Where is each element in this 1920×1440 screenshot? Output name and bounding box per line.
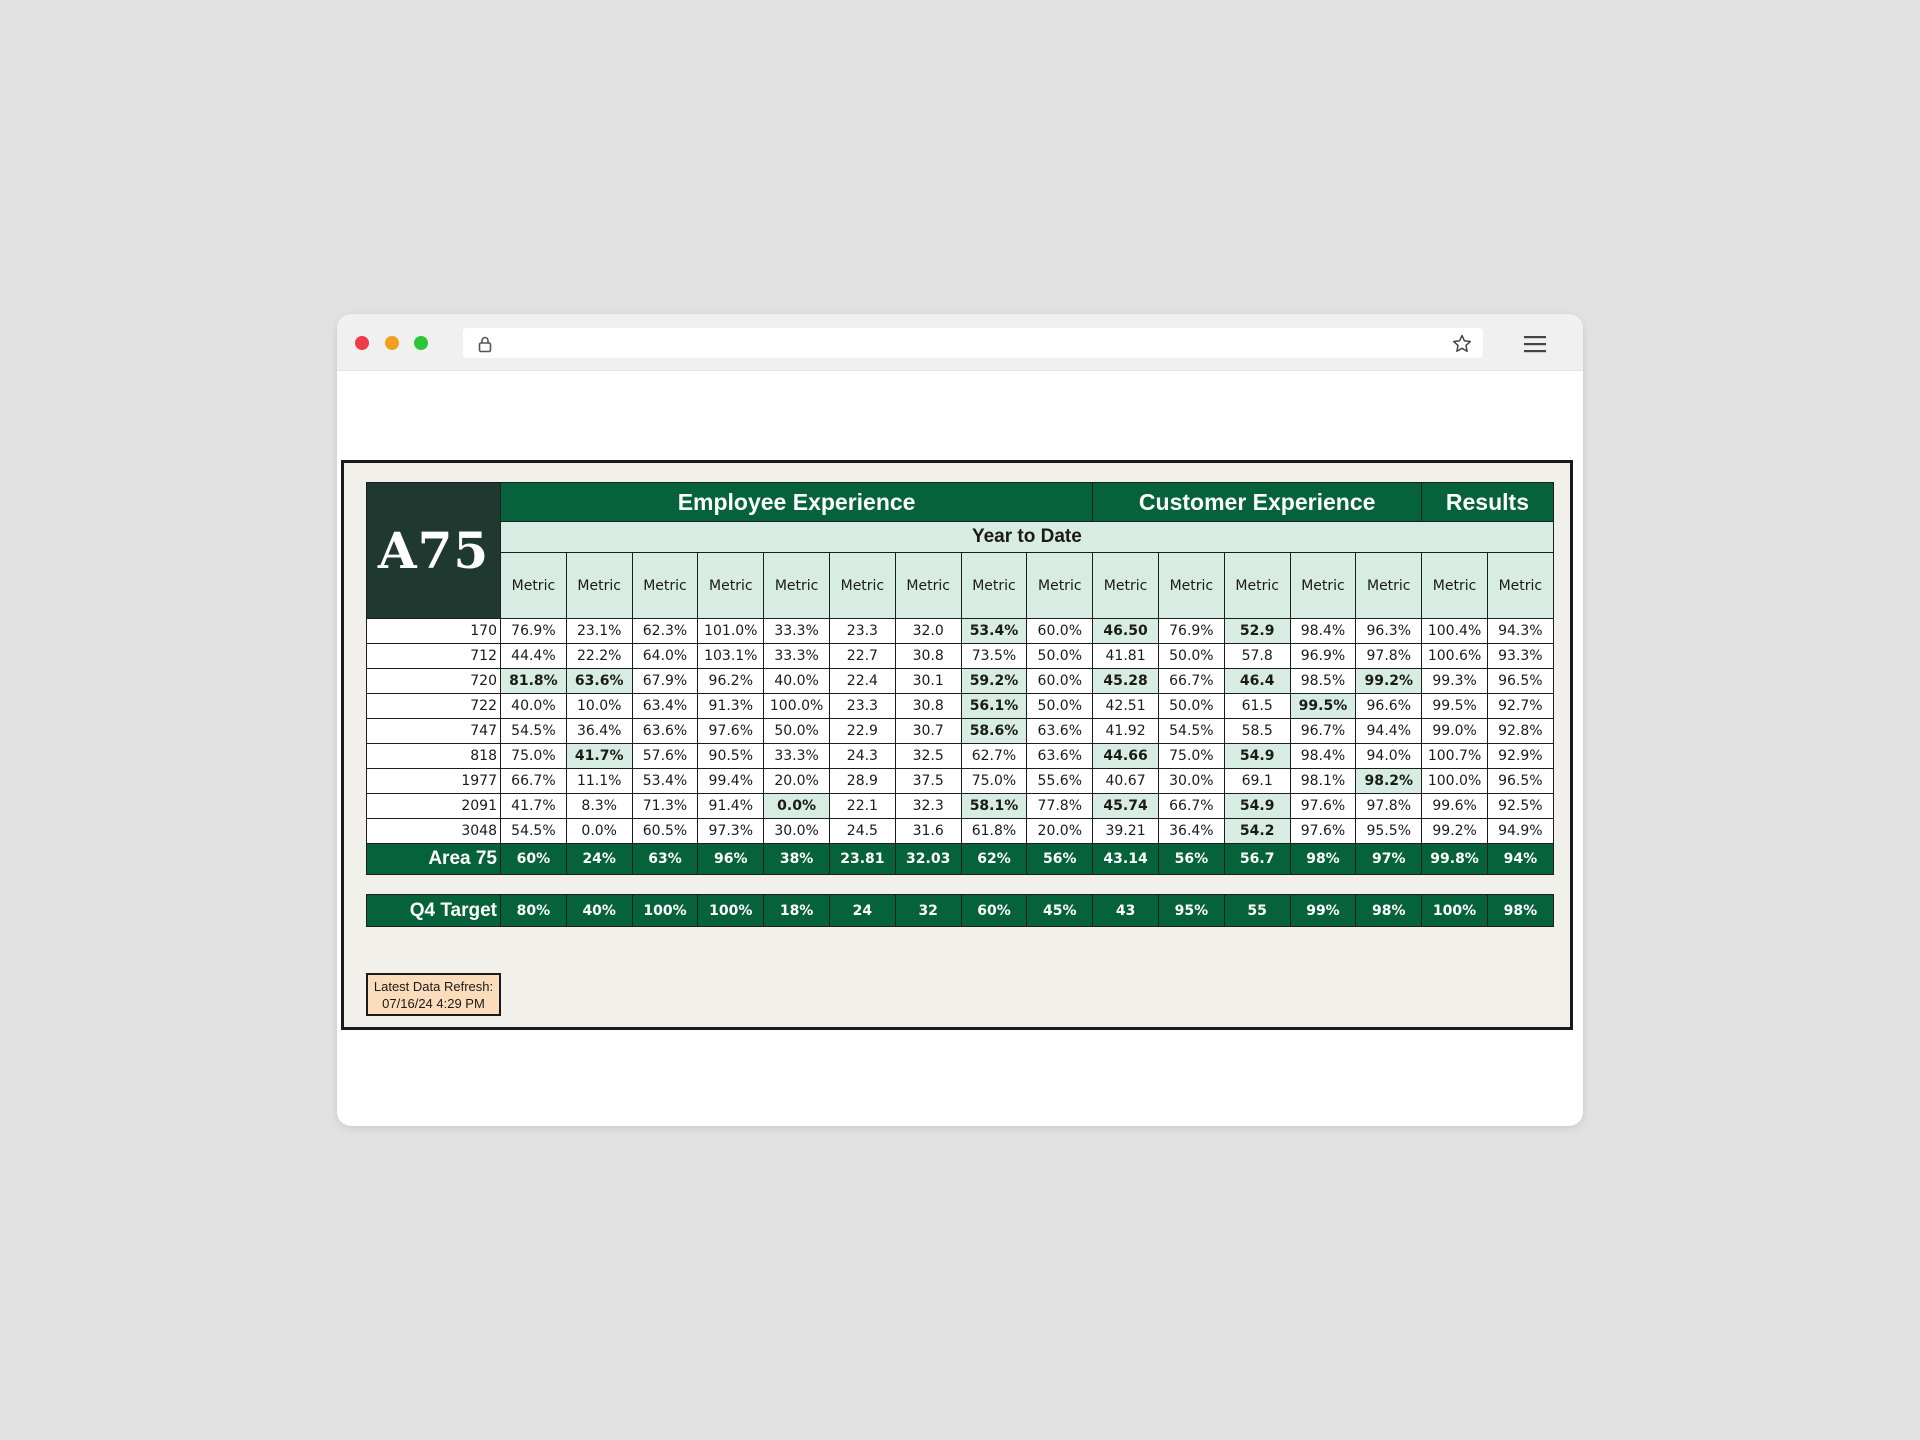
metric-value: 20.0% bbox=[1027, 819, 1093, 844]
metric-header: Metric bbox=[1093, 553, 1159, 619]
metric-value: 53.4% bbox=[961, 619, 1027, 644]
metric-value: 98.4% bbox=[1290, 744, 1356, 769]
area-value: 56% bbox=[1027, 844, 1093, 875]
target-value: 95% bbox=[1158, 895, 1224, 927]
target-label: Q4 Target bbox=[367, 895, 501, 927]
target-value: 18% bbox=[764, 895, 830, 927]
metric-value: 11.1% bbox=[566, 769, 632, 794]
group-results: Results bbox=[1422, 483, 1554, 522]
metric-value: 60.0% bbox=[1027, 669, 1093, 694]
metric-value: 96.7% bbox=[1290, 719, 1356, 744]
metric-value: 94.9% bbox=[1487, 819, 1553, 844]
metric-value: 99.2% bbox=[1422, 819, 1488, 844]
metric-value: 97.8% bbox=[1356, 794, 1422, 819]
table-row bbox=[367, 819, 1554, 844]
metric-value: 98.4% bbox=[1290, 619, 1356, 644]
metric-value: 22.1 bbox=[829, 794, 895, 819]
metric-value: 95.5% bbox=[1356, 819, 1422, 844]
metric-value: 41.7% bbox=[566, 744, 632, 769]
metric-value: 44.4% bbox=[501, 644, 567, 669]
metric-value: 46.4 bbox=[1224, 669, 1290, 694]
metric-value: 60.5% bbox=[632, 819, 698, 844]
metric-value: 36.4% bbox=[1158, 819, 1224, 844]
table-row bbox=[367, 794, 1554, 819]
area-value: 98% bbox=[1290, 844, 1356, 875]
group-header-row bbox=[367, 483, 1554, 522]
metric-value: 50.0% bbox=[1158, 644, 1224, 669]
menu-icon[interactable] bbox=[1523, 334, 1547, 354]
metric-value: 50.0% bbox=[1158, 694, 1224, 719]
target-value: 100% bbox=[1422, 895, 1488, 927]
area-value: 62% bbox=[961, 844, 1027, 875]
metric-value: 92.9% bbox=[1487, 744, 1553, 769]
metric-value: 57.8 bbox=[1224, 644, 1290, 669]
target-value: 40% bbox=[566, 895, 632, 927]
metric-value: 33.3% bbox=[764, 744, 830, 769]
store-number: 747 bbox=[367, 719, 501, 744]
target-value: 99% bbox=[1290, 895, 1356, 927]
target-value: 45% bbox=[1027, 895, 1093, 927]
metric-value: 97.6% bbox=[698, 719, 764, 744]
store-number: 1977 bbox=[367, 769, 501, 794]
metric-value: 98.5% bbox=[1290, 669, 1356, 694]
metric-value: 60.0% bbox=[1027, 619, 1093, 644]
metric-value: 54.5% bbox=[501, 819, 567, 844]
area-value: 99.8% bbox=[1422, 844, 1488, 875]
metric-value: 99.0% bbox=[1422, 719, 1488, 744]
minimize-window-button[interactable] bbox=[385, 336, 399, 350]
metric-value: 30.8 bbox=[895, 694, 961, 719]
metric-value: 99.5% bbox=[1290, 694, 1356, 719]
area-value: 43.14 bbox=[1093, 844, 1159, 875]
metric-value: 92.8% bbox=[1487, 719, 1553, 744]
metric-value: 54.5% bbox=[501, 719, 567, 744]
table-row bbox=[367, 719, 1554, 744]
metric-value: 30.1 bbox=[895, 669, 961, 694]
area-total-row bbox=[367, 844, 1554, 875]
metric-value: 63.6% bbox=[632, 719, 698, 744]
metric-value: 73.5% bbox=[961, 644, 1027, 669]
metric-value: 61.5 bbox=[1224, 694, 1290, 719]
group-employee-experience: Employee Experience bbox=[501, 483, 1093, 522]
metric-value: 99.2% bbox=[1356, 669, 1422, 694]
metric-value: 63.6% bbox=[566, 669, 632, 694]
metric-value: 30.7 bbox=[895, 719, 961, 744]
metric-value: 96.3% bbox=[1356, 619, 1422, 644]
metric-value: 30.0% bbox=[1158, 769, 1224, 794]
metric-value: 66.7% bbox=[501, 769, 567, 794]
metric-value: 52.9 bbox=[1224, 619, 1290, 644]
target-value: 24 bbox=[829, 895, 895, 927]
metric-value: 92.5% bbox=[1487, 794, 1553, 819]
metric-value: 99.4% bbox=[698, 769, 764, 794]
logo-text: A75 bbox=[377, 521, 490, 580]
metric-value: 58.1% bbox=[961, 794, 1027, 819]
metric-value: 22.2% bbox=[566, 644, 632, 669]
metric-value: 62.7% bbox=[961, 744, 1027, 769]
metric-value: 54.9 bbox=[1224, 794, 1290, 819]
logo bbox=[367, 483, 501, 619]
metric-value: 23.3 bbox=[829, 694, 895, 719]
metric-value: 50.0% bbox=[1027, 694, 1093, 719]
metric-value: 63.6% bbox=[1027, 719, 1093, 744]
metric-value: 53.4% bbox=[632, 769, 698, 794]
metric-value: 58.5 bbox=[1224, 719, 1290, 744]
metric-header: Metric bbox=[829, 553, 895, 619]
metric-value: 97.3% bbox=[698, 819, 764, 844]
metric-value: 63.6% bbox=[1027, 744, 1093, 769]
area-value: 24% bbox=[566, 844, 632, 875]
metric-value: 94.3% bbox=[1487, 619, 1553, 644]
metric-value: 66.7% bbox=[1158, 669, 1224, 694]
metric-value: 42.51 bbox=[1093, 694, 1159, 719]
area-value: 38% bbox=[764, 844, 830, 875]
metric-value: 75.0% bbox=[501, 744, 567, 769]
period-label: Year to Date bbox=[501, 522, 1554, 553]
metric-value: 23.1% bbox=[566, 619, 632, 644]
metric-header: Metric bbox=[501, 553, 567, 619]
metric-value: 94.0% bbox=[1356, 744, 1422, 769]
metric-value: 57.6% bbox=[632, 744, 698, 769]
area-label: Area 75 bbox=[367, 844, 501, 875]
refresh-timestamp: 07/16/24 4:29 PM bbox=[382, 996, 485, 1011]
metric-value: 33.3% bbox=[764, 644, 830, 669]
table-row bbox=[367, 644, 1554, 669]
metric-value: 103.1% bbox=[698, 644, 764, 669]
scorecard-panel bbox=[341, 460, 1573, 1030]
metric-value: 94.4% bbox=[1356, 719, 1422, 744]
metric-value: 32.3 bbox=[895, 794, 961, 819]
metric-value: 10.0% bbox=[566, 694, 632, 719]
metric-value: 92.7% bbox=[1487, 694, 1553, 719]
metric-value: 61.8% bbox=[961, 819, 1027, 844]
maximize-window-button[interactable] bbox=[414, 336, 428, 350]
lock-icon bbox=[476, 335, 494, 353]
metric-value: 54.2 bbox=[1224, 819, 1290, 844]
metric-header: Metric bbox=[1487, 553, 1553, 619]
metric-value: 71.3% bbox=[632, 794, 698, 819]
metric-value: 81.8% bbox=[501, 669, 567, 694]
metric-header-row bbox=[367, 553, 1554, 619]
store-number: 722 bbox=[367, 694, 501, 719]
store-number: 2091 bbox=[367, 794, 501, 819]
metric-value: 96.9% bbox=[1290, 644, 1356, 669]
metric-value: 96.2% bbox=[698, 669, 764, 694]
target-value: 55 bbox=[1224, 895, 1290, 927]
metric-value: 99.6% bbox=[1422, 794, 1488, 819]
metric-value: 32.0 bbox=[895, 619, 961, 644]
metric-value: 98.1% bbox=[1290, 769, 1356, 794]
metric-value: 20.0% bbox=[764, 769, 830, 794]
target-row bbox=[367, 895, 1554, 927]
metric-value: 100.0% bbox=[1422, 769, 1488, 794]
metric-value: 0.0% bbox=[566, 819, 632, 844]
target-value: 60% bbox=[961, 895, 1027, 927]
target-value: 43 bbox=[1093, 895, 1159, 927]
metric-header: Metric bbox=[1356, 553, 1422, 619]
metric-value: 37.5 bbox=[895, 769, 961, 794]
metric-value: 28.9 bbox=[829, 769, 895, 794]
metric-value: 41.92 bbox=[1093, 719, 1159, 744]
metric-value: 99.5% bbox=[1422, 694, 1488, 719]
metric-value: 59.2% bbox=[961, 669, 1027, 694]
table-row bbox=[367, 694, 1554, 719]
close-window-button[interactable] bbox=[355, 336, 369, 350]
store-number: 818 bbox=[367, 744, 501, 769]
metric-value: 22.4 bbox=[829, 669, 895, 694]
metric-value: 58.6% bbox=[961, 719, 1027, 744]
table-row bbox=[367, 619, 1554, 644]
table-row bbox=[367, 744, 1554, 769]
store-number: 170 bbox=[367, 619, 501, 644]
metric-value: 96.5% bbox=[1487, 669, 1553, 694]
metric-value: 97.6% bbox=[1290, 819, 1356, 844]
metric-value: 77.8% bbox=[1027, 794, 1093, 819]
spacer-row bbox=[367, 875, 1554, 895]
metric-value: 46.50 bbox=[1093, 619, 1159, 644]
target-value: 100% bbox=[698, 895, 764, 927]
refresh-label: Latest Data Refresh: bbox=[373, 979, 494, 994]
metric-value: 33.3% bbox=[764, 619, 830, 644]
metric-value: 100.0% bbox=[764, 694, 830, 719]
metric-value: 24.3 bbox=[829, 744, 895, 769]
metric-value: 55.6% bbox=[1027, 769, 1093, 794]
metric-value: 75.0% bbox=[961, 769, 1027, 794]
metric-value: 97.8% bbox=[1356, 644, 1422, 669]
store-number: 720 bbox=[367, 669, 501, 694]
area-value: 96% bbox=[698, 844, 764, 875]
metric-value: 8.3% bbox=[566, 794, 632, 819]
area-value: 32.03 bbox=[895, 844, 961, 875]
metric-value: 39.21 bbox=[1093, 819, 1159, 844]
metric-value: 40.0% bbox=[501, 694, 567, 719]
metric-value: 24.5 bbox=[829, 819, 895, 844]
address-bar[interactable] bbox=[463, 328, 1483, 358]
area-value: 23.81 bbox=[829, 844, 895, 875]
metric-value: 69.1 bbox=[1224, 769, 1290, 794]
metric-value: 22.7 bbox=[829, 644, 895, 669]
metric-value: 67.9% bbox=[632, 669, 698, 694]
metric-value: 50.0% bbox=[764, 719, 830, 744]
metric-value: 41.81 bbox=[1093, 644, 1159, 669]
target-value: 32 bbox=[895, 895, 961, 927]
metric-value: 22.9 bbox=[829, 719, 895, 744]
metric-value: 100.6% bbox=[1422, 644, 1488, 669]
metric-value: 31.6 bbox=[895, 819, 961, 844]
metric-value: 40.0% bbox=[764, 669, 830, 694]
metric-value: 30.8 bbox=[895, 644, 961, 669]
metric-header: Metric bbox=[961, 553, 1027, 619]
metric-value: 99.3% bbox=[1422, 669, 1488, 694]
metric-header: Metric bbox=[632, 553, 698, 619]
metric-value: 93.3% bbox=[1487, 644, 1553, 669]
metric-value: 54.5% bbox=[1158, 719, 1224, 744]
metric-header: Metric bbox=[698, 553, 764, 619]
metric-value: 41.7% bbox=[501, 794, 567, 819]
area-value: 97% bbox=[1356, 844, 1422, 875]
metric-value: 75.0% bbox=[1158, 744, 1224, 769]
area-value: 56% bbox=[1158, 844, 1224, 875]
browser-window bbox=[337, 314, 1583, 1126]
metric-value: 0.0% bbox=[764, 794, 830, 819]
target-value: 98% bbox=[1487, 895, 1553, 927]
metric-value: 40.67 bbox=[1093, 769, 1159, 794]
data-refresh-note bbox=[366, 973, 501, 1016]
metric-value: 96.5% bbox=[1487, 769, 1553, 794]
metric-value: 45.74 bbox=[1093, 794, 1159, 819]
metric-value: 44.66 bbox=[1093, 744, 1159, 769]
target-value: 98% bbox=[1356, 895, 1422, 927]
store-number: 712 bbox=[367, 644, 501, 669]
metric-value: 100.4% bbox=[1422, 619, 1488, 644]
metric-value: 54.9 bbox=[1224, 744, 1290, 769]
metric-value: 56.1% bbox=[961, 694, 1027, 719]
metric-value: 63.4% bbox=[632, 694, 698, 719]
spacer bbox=[367, 875, 1554, 895]
star-icon[interactable] bbox=[1451, 333, 1473, 355]
target-value: 80% bbox=[501, 895, 567, 927]
metric-header: Metric bbox=[1027, 553, 1093, 619]
metric-value: 62.3% bbox=[632, 619, 698, 644]
metric-value: 96.6% bbox=[1356, 694, 1422, 719]
metric-header: Metric bbox=[895, 553, 961, 619]
metric-value: 30.0% bbox=[764, 819, 830, 844]
area-value: 63% bbox=[632, 844, 698, 875]
metric-value: 76.9% bbox=[501, 619, 567, 644]
metric-header: Metric bbox=[1158, 553, 1224, 619]
metric-value: 76.9% bbox=[1158, 619, 1224, 644]
metric-value: 45.28 bbox=[1093, 669, 1159, 694]
area-value: 94% bbox=[1487, 844, 1553, 875]
metric-value: 23.3 bbox=[829, 619, 895, 644]
metric-value: 66.7% bbox=[1158, 794, 1224, 819]
metric-value: 100.7% bbox=[1422, 744, 1488, 769]
metric-value: 91.3% bbox=[698, 694, 764, 719]
metric-header: Metric bbox=[1422, 553, 1488, 619]
metric-header: Metric bbox=[1224, 553, 1290, 619]
metric-value: 98.2% bbox=[1356, 769, 1422, 794]
metric-value: 91.4% bbox=[698, 794, 764, 819]
metric-value: 36.4% bbox=[566, 719, 632, 744]
target-value: 100% bbox=[632, 895, 698, 927]
store-number: 3048 bbox=[367, 819, 501, 844]
metric-header: Metric bbox=[566, 553, 632, 619]
browser-titlebar bbox=[337, 314, 1583, 371]
metric-header: Metric bbox=[764, 553, 830, 619]
metric-header: Metric bbox=[1290, 553, 1356, 619]
period-row bbox=[367, 522, 1554, 553]
metric-value: 50.0% bbox=[1027, 644, 1093, 669]
scorecard-table bbox=[366, 482, 1554, 927]
group-customer-experience: Customer Experience bbox=[1093, 483, 1422, 522]
table-row bbox=[367, 769, 1554, 794]
metric-value: 101.0% bbox=[698, 619, 764, 644]
table-row bbox=[367, 669, 1554, 694]
metric-value: 97.6% bbox=[1290, 794, 1356, 819]
area-value: 60% bbox=[501, 844, 567, 875]
metric-value: 90.5% bbox=[698, 744, 764, 769]
metric-value: 64.0% bbox=[632, 644, 698, 669]
metric-value: 32.5 bbox=[895, 744, 961, 769]
area-value: 56.7 bbox=[1224, 844, 1290, 875]
